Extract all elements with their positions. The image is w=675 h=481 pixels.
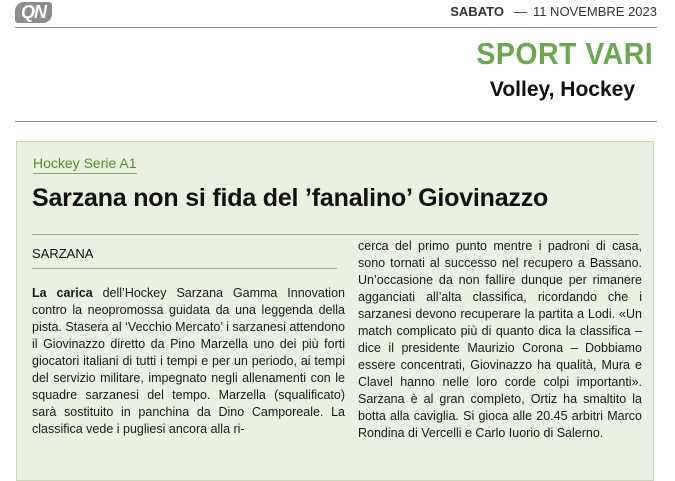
article-body-left (32, 285, 345, 438)
article-box (16, 141, 654, 481)
article-headline: Sarzana non si fida del ’fanalino’ Giovinazzo (32, 184, 549, 212)
article-byline: SARZANA (32, 244, 337, 269)
top-divider (15, 27, 657, 28)
article-lead: La carica (32, 286, 93, 300)
article-body-right: cerca del primo punto mentre i padroni di casa, sono tornati al successo nel recupero a Bassano. Un’occasione da non fallire dunque per rimanere agganciati all’alta classifica, ricordando che i sarzanesi devono recuperare la partita a Lodi. «Un match complicato più di quanto dica la classifica – dice il presidente Maurizio Corona – Dobbiamo essere concentrati, Giovinazzo ha qualità, Mura e Clavel hanno nelle loro corde colpi importanti». Sarzana è al gran completo, Ortiz ha smaltito la botta alla caviglia. Si gioca alle 20.45 arbitri Marco Rondina di Vercelli e Carlo Iuorio di Salerno. (358, 239, 642, 440)
section-subtitle: Volley, Hockey (489, 78, 635, 101)
article-column-right (358, 238, 642, 442)
section-title: SPORT VARI (476, 36, 653, 71)
dateline-date: 11 NOVEMBRE 2023 (532, 4, 657, 19)
dateline (450, 4, 657, 20)
article-column-left (32, 240, 345, 438)
article-kicker: Hockey Serie A1 (33, 154, 137, 174)
section-divider (15, 121, 657, 122)
headline-divider (32, 234, 639, 235)
newspaper-logo: QN (15, 2, 52, 23)
article-text-left: dell’Hockey Sarzana Gamma Innovation contro la neopromossa guidata da una leggenda della pista. Stasera al ‘Vecchio Mercato’ i sarzanesi attendono il Giovinazzo diretto da Pino Marzella uno dei più forti giocatori italiani di tutti i tempi e per un periodo, ai tempi del servizio militare, impegnato negli allenamenti con le squadre sarzanesi del tempo. Marzella (squalificato) sarà sostituito in panchina da Dino Camporeale. La classifica vede i pugliesi ancora alla ri- (32, 286, 345, 436)
dateline-separator: — (513, 4, 527, 19)
dateline-day: SABATO (450, 4, 504, 19)
